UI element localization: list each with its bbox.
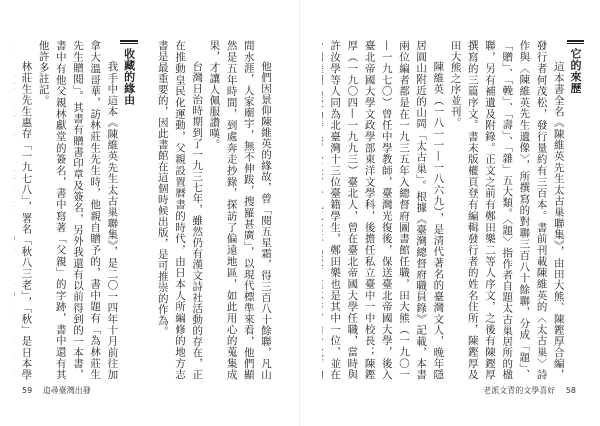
- section-spacer: [138, 40, 154, 380]
- footer-title: 追尋臺灣出發: [42, 386, 91, 395]
- left-page-text: [14, 40, 274, 380]
- right-page-text: [322, 40, 584, 380]
- paragraph: 這本書全名《陳維英先生太古巢聯集》，由田大熊、陳鏗厚合編，發行者何茂松，發行量約有三百本。書前刊載陳維英的〈太古巢〉詩作與〈陳維英先生遺像〉，所撰寫的對聯三百八十餘聯，分成「題」、「贈」、「輓」、「壽」、「雜」五大類。〈題〉指作者自題太古巢居所的楹聯，另有補遺及附錄。正文之前有鄭田樂二等人序文，之後有陳鏗厚撰寫的三篇序文。書末版權頁登有編輯發行者的姓名住所，陳鏗厚及田大熊之序並刊。: [449, 40, 565, 380]
- page-number: 58: [565, 386, 576, 395]
- left-page-footer: [18, 385, 95, 396]
- section-heading-collection: 收藏的緣由: [120, 40, 137, 374]
- paragraph: 林莊生先生惠存「一九七八」，署名「秋八三老」，「秋」是日本學: [20, 61, 33, 380]
- paragraph: 他們因景仰陳維英的緣故，曾「閱五星霜，得三百八十餘聯，凡山間水涯，人家廟宇，無不伸跋，搜羅甚廣」，以現代標準來看，他們顯然是五年時間，到處奔走抄錄，探訪了偏遠地區，如此用心的蒐集成果，才讓人佩服讚嘆。: [208, 40, 272, 380]
- paragraph: 我手中這本《陳維英先生太古巢聯集》，是二〇一四年十月前往加拿大溫哥華，訪林莊生先生時，他親自贈予的，書中題有「為林莊生先生贈閱」。其書有贈書印章及簽名，另外我還有以前得到的一本書，書中有他父親林獻堂的簽名，書中寫著「父親」的字跡，書中還有其他許多註記。: [37, 40, 119, 380]
- right-page: [300, 0, 600, 426]
- paragraph: 陳維英（一八一一—一八六九），是清代著名的臺灣文人，晚年隱居圓山附近的山岡「太古巢」。根據《臺灣總督府職員錄》記載，本書兩位編者都是在一九三五年入總督府圖書館任職，田大熊（一九〇一—一九七〇）曾任中學教師，臺灣光復後，保送臺北帝國大學，後入臺北帝國大學文政學部東洋文學科，後擔任私立臺中一中校長；陳鏗厚（一九〇四—一九九三）臺北人，曾在臺北帝國大學任職，當時與許汝學等人同為北臺灣十三位臺籍學生，鄭田樂也是其中一位，並在: [329, 40, 445, 380]
- right-page-footer: [479, 385, 580, 396]
- footer-title: 老派文青的文學喜好: [483, 386, 556, 395]
- page-number: 59: [22, 386, 33, 395]
- section-heading-origin: 它的來歷: [567, 40, 584, 374]
- paragraph: 台灣日治時期到了一九三七年，雖然仍有漢文詩社活動的存在，正在推動皇民化運動，父親設置曆書的時代，由日本人所編修的地方志書是最重要的，因此書館在這個時候出版，是可推崇的作為。: [156, 40, 204, 380]
